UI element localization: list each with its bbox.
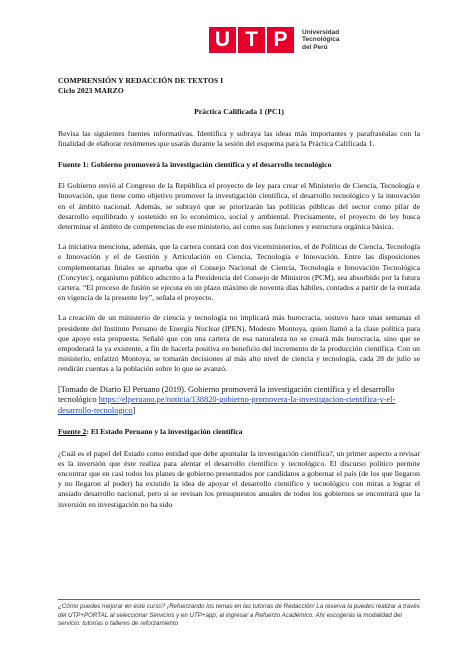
source1-heading: Fuente 1: Gobierno promoverá la investigación científica y el desarrollo tecnológico	[58, 160, 332, 170]
source2-paragraph: ¿Cuál es el papel del Estado como entidad que debe apuntalar la investigación científica?, un primer aspecto a revisar es la inversión que éste realiza para alentar el desarrollo científico y tecnológico. El discurso político permite encontrar que en casi todos los planes de gobierno presentados por candidatos a gobernar el país (de los que llegaron y no llegaron al poder) ha existido la idea de apoyar el desarrollo científico y tecnológico con miras a lograr el ansiado desarrollo nacional, pero si se revisan los presupuestos anuales de todos los gobiernos se encontrará que la inversión en investigación no ha sido	[58, 448, 420, 509]
practice-title: Práctica Calificada 1 (PC1)	[194, 107, 284, 117]
source2-heading	[58, 427, 420, 437]
document-body	[58, 76, 420, 510]
logo-line-2: Tecnológica	[302, 36, 340, 44]
utp-logo	[209, 27, 339, 53]
citation-text: [Tomado de Diario El Peruano (2019). Gobierno promoverá la investigación científica y el desarrollo tecnológico	[58, 384, 395, 405]
source2-title: : El Estado Peruano y la investigación científica	[86, 427, 243, 437]
citation-close: ]	[132, 405, 136, 415]
source1-paragraph-1: El Gobierno envió al Congreso de la República el proyecto de ley para crear el Ministerio de Ciencia, Tecnología e Innovación, que tiene como objetivo promover la investigación científica, el desarrollo tecnológico y la innovación en el ámbito nacional. Además, se subrayó que se priorizarán las políticas públicas del sector como pilar de desarrollo equilibrado y sostenido en lo económico, social y ambiental. Precisamente, el proyecto de ley busca determinar el ámbito de competencias de ese ministerio, así como sus funciones y estructura orgánica básica.	[58, 181, 420, 232]
source1-paragraph-2: La iniciativa menciona, además, que la cartera contará con dos viceministerios, el de Políticas de Ciencia, Tecnología e Innovación y el de Gestión y Articulación en Ciencia, Tecnología e Innovación. Entre las disposiciones complementarias finales se aprueba que el Consejo Nacional de Ciencia, Tecnología e Innovación Tecnológica (Concytec), organismo público adscrito a la Presidencia del Consejo de Ministros (PCM), sea absorbido por la futura cartera. “El proceso de fusión se ejecuta en un plazo máximo de noventa días hábiles, contados a partir de la entrada en vigencia de la presente ley”, señala el proyecto.	[58, 242, 420, 303]
source1-paragraph-3: La creación de un ministerio de ciencia y tecnología no implicará más burocracia, sostuvo hace unas semanas el presidente del Instituto Peruano de Energía Nuclear (IPEN), Modesto Montoya, quien llamó a la clase política para que apoye esta propuesta. Señaló que con una cartera de esa naturaleza no se creará más burocracia, sino que se empoderará la ya existente, a fin de hacerla positiva en beneficio del incremento de la producción científica. Con un ministerio, enfatizó Montoya, se tomarán decisiones al más alto nivel de ciencia y tecnología, cada 28 de julio se rendirán cuentas a la población sobre lo que se avanzó.	[58, 313, 420, 374]
source2-label: Fuente 2	[58, 427, 87, 437]
citation-link[interactable]: https://elperuano.pe/noticia/138820-gobierno-promovera-la-investigacion-cientifica-y-el-desarrollo-tecnologico	[58, 395, 396, 415]
cycle-label: Ciclo 2023 MARZO	[58, 86, 124, 96]
footer-divider	[58, 599, 420, 600]
logo-university-name	[302, 29, 339, 52]
logo-letter-p: P	[267, 27, 294, 53]
intro-paragraph: Revisa las siguientes fuentes informativas. Identifica y subraya las ideas más importantes y parafraséalas con la finalidad de elaborar resúmenes que usarás durante la sesión del esquema para la Práctica Calificada 1.	[58, 128, 420, 148]
course-title: COMPRENSIÓN Y REDACCIÓN DE TEXTOS I	[58, 76, 224, 85]
source1-citation	[58, 385, 420, 417]
logo-line-3: del Perú	[302, 43, 328, 51]
footer-note: ¿Cómo puedes mejorar en este curso? ¡Refuerzando los temas en las tutorías de Redacción! La reserva la puedes realizar a través del UTP+PORTAL al seleccionar Servicios y en UTP+app, al ingresar a Refuerzo Académico. Ahí escogerás la modalidad del servicio: tutorías o talleres de reforzamiento	[58, 603, 420, 628]
logo-letter-t: T	[238, 27, 265, 53]
logo-letter-u: U	[209, 27, 236, 53]
logo-line-1: Universidad	[302, 28, 340, 36]
